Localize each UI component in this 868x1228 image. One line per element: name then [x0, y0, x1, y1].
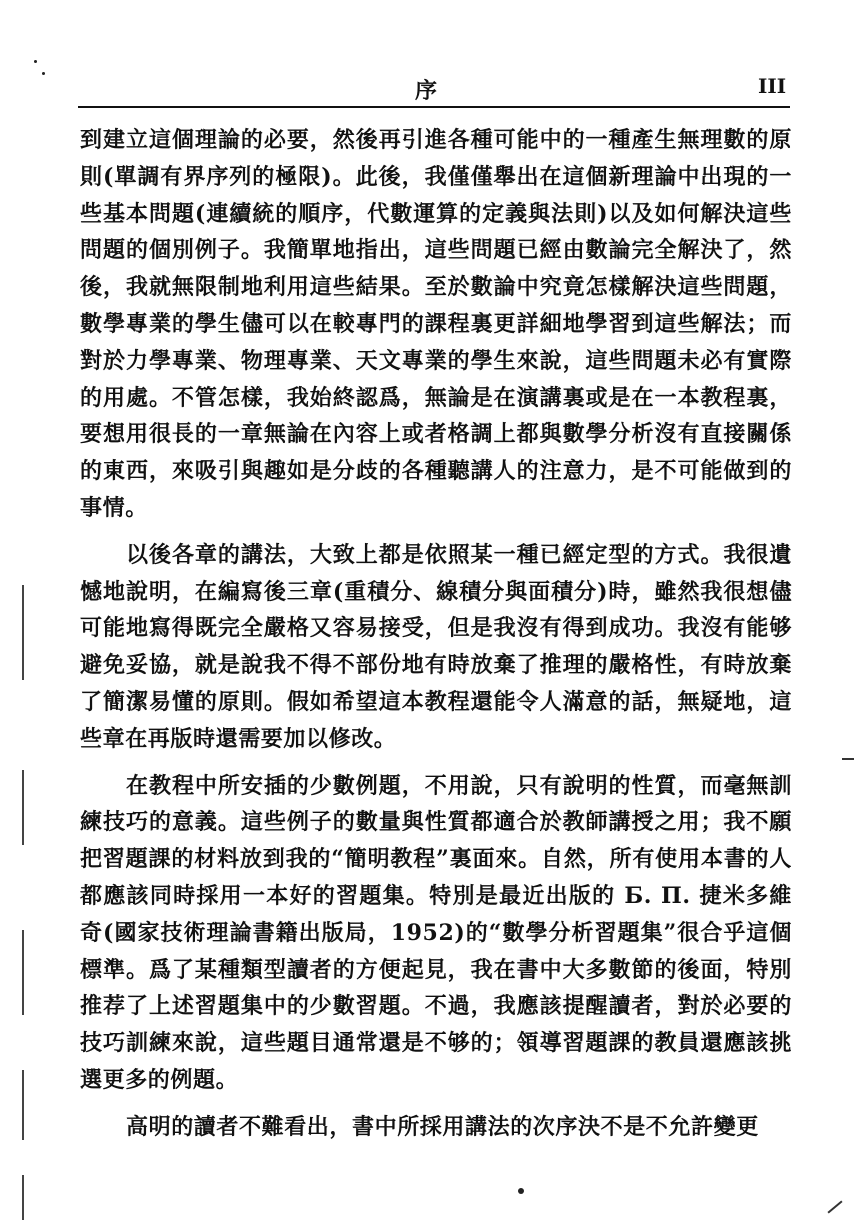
scan-speck — [42, 72, 45, 75]
running-head-title: 序 — [415, 78, 440, 104]
scan-mark — [842, 758, 854, 760]
page-number: III — [758, 74, 787, 98]
scan-margin-line — [22, 1175, 24, 1220]
paragraph-1: 到建立這個理論的必要，然後再引進各種可能中的一種產生無理數的原則(單調有界序列的極限)。此後，我僅僅舉出在這個新理論中出現的一些基本問題(連續統的順序，代數運算的定義與法則)以及如何解決這些問題的個別例子。我簡單地指出，這些問題已經由數論完全解決了，然後，我就無限制地利用這些結果。至於數論中究竟怎樣解決這些問題，數學專業的學生儘可以在較專門的課程裏更詳細地學習到這些解法；而對於力學專業、物理專業、天文專業的學生來說，這些問題未必有實際的用處。不管怎樣，我始終認爲，無論是在演講裏或是在一本教程裏，要想用很長的一章無論在內容上或者格調上都與數學分析沒有直接關係的東西，來吸引與趣如是分歧的各種聽講人的注意力，是不可能做到的事情。 — [80, 127, 792, 521]
body-text — [80, 122, 792, 1146]
scan-speck — [518, 1188, 524, 1194]
scan-mark — [827, 1200, 842, 1213]
paragraph-3: 在教程中所安插的少數例題，不用說，只有說明的性質，而毫無訓練技巧的意義。這些例子的數量與性質都適合於教師講授之用；我不願把習題課的材料放到我的“簡明教程”裏面來。自然，所有使用本書的人都應該同時採用一本好的習題集。特別是最近出版的 Б. П. 捷米多維奇(國家技術理論書籍出版局，1952)的“數學分析習題集”很合乎這個標準。爲了某種類型讀者的方便起見，我在書中大多數節的後面，特別推荐了上述習題集中的少數習題。不過，我應該提醒讀者，對於必要的技巧訓練來說，這些題目通常還是不够的；領導習題課的教員還應該挑選更多的例題。 — [80, 772, 792, 1093]
paragraph-2: 以後各章的講法，大致上都是依照某一種已經定型的方式。我很遺憾地說明，在編寫後三章(重積分、線積分與面積分)時，雖然我很想儘可能地寫得既完全嚴格又容易接受，但是我沒有得到成功。我沒有能够避免妥協，就是說我不得不部份地有時放棄了推理的嚴格性，有時放棄了簡潔易懂的原則。假如希望這本教程還能令人滿意的話，無疑地，這些章在再版時還需要加以修改。 — [80, 541, 792, 752]
paragraph-4: 高明的讀者不難看出，書中所採用講法的次序決不是不允許變更 — [126, 1113, 759, 1140]
scan-speck — [34, 60, 37, 63]
scan-margin-line — [22, 1070, 24, 1140]
scan-margin-line — [22, 770, 24, 845]
scan-margin-line — [22, 930, 24, 1015]
page-header — [0, 0, 868, 110]
scan-margin-line — [22, 585, 24, 680]
header-rule — [78, 106, 790, 108]
